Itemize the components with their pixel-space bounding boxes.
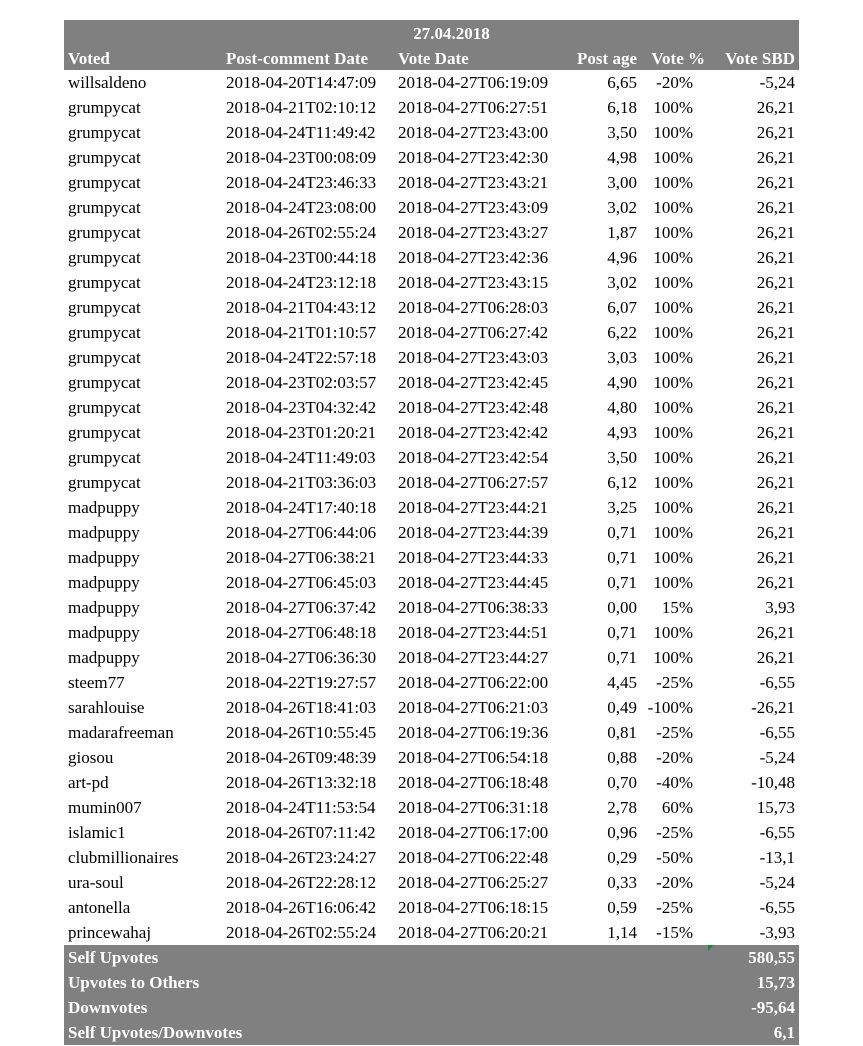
post-age-cell: 4,98 — [607, 148, 637, 167]
voted-cell: madpuppy — [68, 598, 140, 617]
table-row — [64, 445, 799, 470]
post-age-cell: 3,02 — [607, 198, 637, 217]
post-age-cell: 0,29 — [607, 848, 637, 867]
vote-date-cell: 2018-04-27T06:20:21 — [398, 923, 549, 942]
vote-date-cell: 2018-04-27T06:31:18 — [398, 798, 549, 817]
table-row — [64, 195, 799, 220]
vote-date-cell: 2018-04-27T23:44:45 — [398, 573, 549, 592]
vote-percent-cell: 100% — [653, 123, 693, 142]
vote-sbd-cell: 26,21 — [756, 448, 795, 467]
voted-cell: giosou — [68, 748, 114, 767]
voted-cell: grumpycat — [68, 198, 141, 217]
vote-percent-cell: 100% — [653, 523, 693, 542]
vote-sbd-cell: 26,21 — [756, 273, 795, 292]
post-age-cell: 6,18 — [607, 98, 637, 117]
table-row — [64, 920, 799, 945]
vote-sbd-cell: 26,21 — [756, 173, 795, 192]
post-age-cell: 4,45 — [607, 673, 637, 692]
vote-sbd-cell: 26,21 — [756, 348, 795, 367]
voted-cell: steem77 — [68, 673, 125, 692]
post-age-cell: 0,71 — [607, 623, 637, 642]
post-comment-date-cell: 2018-04-23T01:20:21 — [226, 423, 377, 442]
vote-percent-cell: 100% — [653, 648, 693, 667]
post-age-cell: 0,71 — [607, 573, 637, 592]
table-row — [64, 345, 799, 370]
table-row — [64, 845, 799, 870]
vote-sbd-cell: 26,21 — [756, 648, 795, 667]
column-header-post-age: Post age — [577, 49, 637, 68]
vote-sbd-cell: -6,55 — [759, 823, 795, 842]
vote-date-cell: 2018-04-27T06:27:42 — [398, 323, 549, 342]
vote-sbd-cell: 26,21 — [756, 398, 795, 417]
post-comment-date-cell: 2018-04-21T01:10:57 — [226, 323, 377, 342]
post-age-cell: 2,78 — [607, 798, 637, 817]
vote-percent-cell: 100% — [653, 348, 693, 367]
vote-sbd-cell: 26,21 — [756, 98, 795, 117]
vote-date-cell: 2018-04-27T23:43:15 — [398, 273, 549, 292]
post-comment-date-cell: 2018-04-26T23:24:27 — [226, 848, 377, 867]
vote-percent-cell: 100% — [653, 248, 693, 267]
voted-cell: grumpycat — [68, 173, 141, 192]
summary-value: 580,55 — [748, 948, 795, 967]
voted-cell: grumpycat — [68, 473, 141, 492]
column-header-vote-date: Vote Date — [398, 49, 469, 68]
post-age-cell: 0,59 — [607, 898, 637, 917]
vote-percent-cell: 100% — [653, 373, 693, 392]
vote-percent-cell: 100% — [653, 323, 693, 342]
vote-sbd-cell: 26,21 — [756, 323, 795, 342]
summary-row — [64, 1020, 799, 1045]
vote-sbd-cell: 26,21 — [756, 498, 795, 517]
vote-sbd-cell: 15,73 — [756, 798, 795, 817]
table-row — [64, 145, 799, 170]
table-row — [64, 470, 799, 495]
table-row — [64, 370, 799, 395]
summary-row — [64, 995, 799, 1020]
vote-percent-cell: -15% — [656, 923, 693, 942]
vote-date-cell: 2018-04-27T06:25:27 — [398, 873, 549, 892]
vote-date-cell: 2018-04-27T23:43:09 — [398, 198, 549, 217]
summary-label: Upvotes to Others — [68, 973, 200, 992]
voted-cell: grumpycat — [68, 348, 141, 367]
table-row — [64, 70, 799, 95]
post-comment-date-cell: 2018-04-24T11:49:42 — [226, 123, 376, 142]
voted-cell: grumpycat — [68, 398, 141, 417]
vote-percent-cell: 100% — [653, 98, 693, 117]
table-row — [64, 245, 799, 270]
summary-label: Self Upvotes/Downvotes — [68, 1023, 243, 1042]
vote-sbd-cell: 26,21 — [756, 573, 795, 592]
column-header-post-comment-date: Post-comment Date — [226, 49, 369, 68]
voted-cell: madpuppy — [68, 648, 140, 667]
voted-cell: sarahlouise — [68, 698, 145, 717]
table-row — [64, 895, 799, 920]
vote-sbd-cell: 3,93 — [765, 598, 795, 617]
vote-percent-cell: 100% — [653, 173, 693, 192]
vote-sbd-cell: 26,21 — [756, 198, 795, 217]
vote-date-cell: 2018-04-27T23:44:27 — [398, 648, 549, 667]
vote-sbd-cell: 26,21 — [756, 248, 795, 267]
table-row — [64, 695, 799, 720]
table-row — [64, 220, 799, 245]
post-comment-date-cell: 2018-04-27T06:37:42 — [226, 598, 377, 617]
post-age-cell: 3,00 — [607, 173, 637, 192]
vote-date-cell: 2018-04-27T06:17:00 — [398, 823, 549, 842]
table-row — [64, 620, 799, 645]
voted-cell: madpuppy — [68, 623, 140, 642]
post-age-cell: 0,88 — [607, 748, 637, 767]
vote-date-cell: 2018-04-27T06:18:15 — [398, 898, 549, 917]
table-row — [64, 770, 799, 795]
post-comment-date-cell: 2018-04-24T22:57:18 — [226, 348, 377, 367]
vote-sbd-cell: -5,24 — [759, 748, 795, 767]
post-comment-date-cell: 2018-04-26T16:06:42 — [226, 898, 377, 917]
post-comment-date-cell: 2018-04-27T06:44:06 — [226, 523, 377, 542]
vote-percent-cell: 15% — [661, 598, 693, 617]
table-row — [64, 495, 799, 520]
column-header-voted: Voted — [68, 49, 110, 68]
voted-cell: art-pd — [68, 773, 109, 792]
post-age-cell: 3,25 — [607, 498, 637, 517]
post-age-cell: 1,87 — [607, 223, 637, 242]
post-age-cell: 3,03 — [607, 348, 637, 367]
vote-sbd-cell: -6,55 — [759, 673, 795, 692]
voted-cell: madpuppy — [68, 548, 140, 567]
post-age-cell: 6,12 — [607, 473, 637, 492]
voted-cell: grumpycat — [68, 123, 141, 142]
vote-percent-cell: -25% — [656, 823, 693, 842]
table-row — [64, 670, 799, 695]
table-row — [64, 395, 799, 420]
post-comment-date-cell: 2018-04-23T00:44:18 — [226, 248, 377, 267]
post-comment-date-cell: 2018-04-21T04:43:12 — [226, 298, 377, 317]
post-age-cell: 3,50 — [607, 448, 637, 467]
post-age-cell: 0,49 — [607, 698, 637, 717]
vote-sbd-cell: 26,21 — [756, 548, 795, 567]
voted-cell: princewahaj — [68, 923, 152, 942]
summary-value: 6,1 — [773, 1023, 795, 1042]
vote-percent-cell: -20% — [656, 873, 693, 892]
summary-section — [64, 945, 799, 1045]
post-comment-date-cell: 2018-04-24T17:40:18 — [226, 498, 377, 517]
voted-cell: grumpycat — [68, 148, 141, 167]
vote-percent-cell: 100% — [653, 623, 693, 642]
voted-cell: willsaldeno — [68, 73, 147, 92]
vote-percent-cell: -25% — [656, 723, 693, 742]
post-comment-date-cell: 2018-04-22T19:27:57 — [226, 673, 377, 692]
post-age-cell: 0,96 — [607, 823, 637, 842]
vote-percent-cell: 60% — [661, 798, 693, 817]
vote-date-cell: 2018-04-27T06:18:48 — [398, 773, 549, 792]
voted-cell: madpuppy — [68, 523, 140, 542]
post-comment-date-cell: 2018-04-27T06:45:03 — [226, 573, 377, 592]
table-row — [64, 520, 799, 545]
vote-sbd-cell: -5,24 — [759, 73, 795, 92]
table-row — [64, 870, 799, 895]
vote-percent-cell: 100% — [653, 148, 693, 167]
post-age-cell: 6,07 — [607, 298, 637, 317]
table-row — [64, 795, 799, 820]
vote-date-cell: 2018-04-27T23:44:51 — [398, 623, 549, 642]
vote-date-cell: 2018-04-27T06:27:57 — [398, 473, 549, 492]
vote-sbd-cell: 26,21 — [756, 473, 795, 492]
post-comment-date-cell: 2018-04-26T02:55:24 — [226, 223, 377, 242]
post-age-cell: 6,65 — [607, 73, 637, 92]
vote-percent-cell: -25% — [656, 898, 693, 917]
vote-percent-cell: 100% — [653, 398, 693, 417]
voted-cell: grumpycat — [68, 373, 141, 392]
voted-cell: clubmillionaires — [68, 848, 179, 867]
vote-percent-cell: -20% — [656, 73, 693, 92]
post-comment-date-cell: 2018-04-27T06:36:30 — [226, 648, 377, 667]
post-age-cell: 3,50 — [607, 123, 637, 142]
vote-date-cell: 2018-04-27T23:43:00 — [398, 123, 549, 142]
vote-sbd-cell: -13,1 — [759, 848, 795, 867]
post-comment-date-cell: 2018-04-23T04:32:42 — [226, 398, 377, 417]
vote-date-cell: 2018-04-27T23:44:39 — [398, 523, 549, 542]
column-header-vote-sbd: Vote SBD — [725, 49, 795, 68]
summary-row — [64, 945, 799, 970]
vote-date-cell: 2018-04-27T06:27:51 — [398, 98, 549, 117]
post-age-cell: 6,22 — [607, 323, 637, 342]
vote-percent-cell: 100% — [653, 548, 693, 567]
column-header-vote-percent: Vote % — [651, 49, 705, 68]
table-row — [64, 420, 799, 445]
cell-comment-marker-icon — [708, 945, 714, 951]
vote-date-cell: 2018-04-27T23:42:54 — [398, 448, 549, 467]
vote-sbd-cell: -6,55 — [759, 723, 795, 742]
post-comment-date-cell: 2018-04-26T10:55:45 — [226, 723, 377, 742]
table-row — [64, 595, 799, 620]
voted-cell: madpuppy — [68, 498, 140, 517]
post-age-cell: 4,90 — [607, 373, 637, 392]
vote-date-cell: 2018-04-27T23:43:27 — [398, 223, 549, 242]
vote-date-cell: 2018-04-27T23:42:45 — [398, 373, 549, 392]
voted-cell: antonella — [68, 898, 131, 917]
vote-sbd-cell: -3,93 — [759, 923, 795, 942]
vote-date-cell: 2018-04-27T06:19:09 — [398, 73, 549, 92]
vote-percent-cell: -20% — [656, 748, 693, 767]
vote-percent-cell: -50% — [656, 848, 693, 867]
post-comment-date-cell: 2018-04-23T02:03:57 — [226, 373, 377, 392]
vote-date-cell: 2018-04-27T06:38:33 — [398, 598, 549, 617]
post-comment-date-cell: 2018-04-24T11:49:03 — [226, 448, 376, 467]
post-comment-date-cell: 2018-04-26T02:55:24 — [226, 923, 377, 942]
voted-cell: grumpycat — [68, 98, 141, 117]
vote-sbd-cell: 26,21 — [756, 423, 795, 442]
vote-date-cell: 2018-04-27T06:22:48 — [398, 848, 549, 867]
vote-sbd-cell: 26,21 — [756, 373, 795, 392]
table-row — [64, 120, 799, 145]
post-age-cell: 0,71 — [607, 523, 637, 542]
table-row — [64, 170, 799, 195]
post-comment-date-cell: 2018-04-27T06:38:21 — [226, 548, 377, 567]
voted-cell: grumpycat — [68, 248, 141, 267]
post-comment-date-cell: 2018-04-21T02:10:12 — [226, 98, 377, 117]
voted-cell: islamic1 — [68, 823, 126, 842]
vote-date-cell: 2018-04-27T23:42:42 — [398, 423, 549, 442]
vote-percent-cell: -100% — [647, 698, 693, 717]
post-age-cell: 3,02 — [607, 273, 637, 292]
vote-sbd-cell: -10,48 — [751, 773, 795, 792]
summary-value: -95,64 — [751, 998, 795, 1017]
post-comment-date-cell: 2018-04-27T06:48:18 — [226, 623, 377, 642]
post-age-cell: 4,96 — [607, 248, 637, 267]
post-comment-date-cell: 2018-04-26T09:48:39 — [226, 748, 377, 767]
post-comment-date-cell: 2018-04-26T18:41:03 — [226, 698, 377, 717]
voted-cell: grumpycat — [68, 423, 141, 442]
post-comment-date-cell: 2018-04-26T07:11:42 — [226, 823, 376, 842]
vote-percent-cell: 100% — [653, 473, 693, 492]
vote-date-cell: 2018-04-27T23:42:48 — [398, 398, 549, 417]
table-row — [64, 270, 799, 295]
post-age-cell: 1,14 — [607, 923, 637, 942]
post-age-cell: 0,71 — [607, 548, 637, 567]
vote-percent-cell: 100% — [653, 573, 693, 592]
vote-date-cell: 2018-04-27T06:22:00 — [398, 673, 549, 692]
table-row — [64, 545, 799, 570]
vote-sbd-cell: 26,21 — [756, 223, 795, 242]
vote-date-cell: 2018-04-27T06:21:03 — [398, 698, 549, 717]
vote-percent-cell: 100% — [653, 423, 693, 442]
vote-sbd-cell: 26,21 — [756, 623, 795, 642]
post-comment-date-cell: 2018-04-26T22:28:12 — [226, 873, 377, 892]
vote-percent-cell: -40% — [656, 773, 693, 792]
summary-label: Downvotes — [68, 998, 148, 1017]
voted-cell: grumpycat — [68, 448, 141, 467]
vote-date-cell: 2018-04-27T23:42:30 — [398, 148, 549, 167]
voted-cell: grumpycat — [68, 273, 141, 292]
table-row — [64, 745, 799, 770]
table-row — [64, 320, 799, 345]
summary-row — [64, 970, 799, 995]
post-comment-date-cell: 2018-04-24T23:46:33 — [226, 173, 377, 192]
vote-sbd-cell: -6,55 — [759, 898, 795, 917]
vote-percent-cell: 100% — [653, 198, 693, 217]
post-age-cell: 0,33 — [607, 873, 637, 892]
vote-date-cell: 2018-04-27T23:44:33 — [398, 548, 549, 567]
vote-percent-cell: 100% — [653, 223, 693, 242]
vote-date-cell: 2018-04-27T06:19:36 — [398, 723, 549, 742]
table-row — [64, 95, 799, 120]
vote-sbd-cell: -5,24 — [759, 873, 795, 892]
vote-sbd-cell: 26,21 — [756, 298, 795, 317]
vote-sbd-cell: 26,21 — [756, 523, 795, 542]
table-row — [64, 295, 799, 320]
post-comment-date-cell: 2018-04-24T23:12:18 — [226, 273, 377, 292]
summary-label: Self Upvotes — [68, 948, 159, 967]
post-age-cell: 0,00 — [607, 598, 637, 617]
table-body — [64, 70, 799, 945]
voted-cell: grumpycat — [68, 323, 141, 342]
vote-percent-cell: -25% — [656, 673, 693, 692]
voted-cell: grumpycat — [68, 298, 141, 317]
post-comment-date-cell: 2018-04-21T03:36:03 — [226, 473, 377, 492]
voted-cell: grumpycat — [68, 223, 141, 242]
report-date: 27.04.2018 — [64, 20, 799, 47]
vote-percent-cell: 100% — [653, 498, 693, 517]
summary-value: 15,73 — [756, 973, 795, 992]
voted-cell: mumin007 — [68, 798, 142, 817]
post-age-cell: 0,71 — [607, 648, 637, 667]
post-age-cell: 0,70 — [607, 773, 637, 792]
vote-percent-cell: 100% — [653, 298, 693, 317]
table-row — [64, 720, 799, 745]
vote-sbd-cell: 26,21 — [756, 123, 795, 142]
voted-cell: madarafreeman — [68, 723, 174, 742]
vote-sbd-cell: 26,21 — [756, 148, 795, 167]
vote-percent-cell: 100% — [653, 273, 693, 292]
post-age-cell: 4,93 — [607, 423, 637, 442]
table-row — [64, 820, 799, 845]
post-age-cell: 0,81 — [607, 723, 637, 742]
post-comment-date-cell: 2018-04-23T00:08:09 — [226, 148, 377, 167]
vote-date-cell: 2018-04-27T23:44:21 — [398, 498, 549, 517]
vote-date-cell: 2018-04-27T06:28:03 — [398, 298, 549, 317]
post-comment-date-cell: 2018-04-24T11:53:54 — [226, 798, 376, 817]
vote-sbd-cell: -26,21 — [751, 698, 795, 717]
voted-cell: ura-soul — [68, 873, 124, 892]
vote-report-table — [64, 20, 799, 1045]
vote-date-cell: 2018-04-27T06:54:18 — [398, 748, 549, 767]
post-comment-date-cell: 2018-04-20T14:47:09 — [226, 73, 377, 92]
vote-percent-cell: 100% — [653, 448, 693, 467]
vote-date-cell: 2018-04-27T23:43:03 — [398, 348, 549, 367]
post-age-cell: 4,80 — [607, 398, 637, 417]
vote-date-cell: 2018-04-27T23:42:36 — [398, 248, 549, 267]
table-row — [64, 645, 799, 670]
table-row — [64, 570, 799, 595]
vote-date-cell: 2018-04-27T23:43:21 — [398, 173, 549, 192]
column-header-row — [64, 47, 799, 70]
post-comment-date-cell: 2018-04-26T13:32:18 — [226, 773, 377, 792]
voted-cell: madpuppy — [68, 573, 140, 592]
post-comment-date-cell: 2018-04-24T23:08:00 — [226, 198, 377, 217]
